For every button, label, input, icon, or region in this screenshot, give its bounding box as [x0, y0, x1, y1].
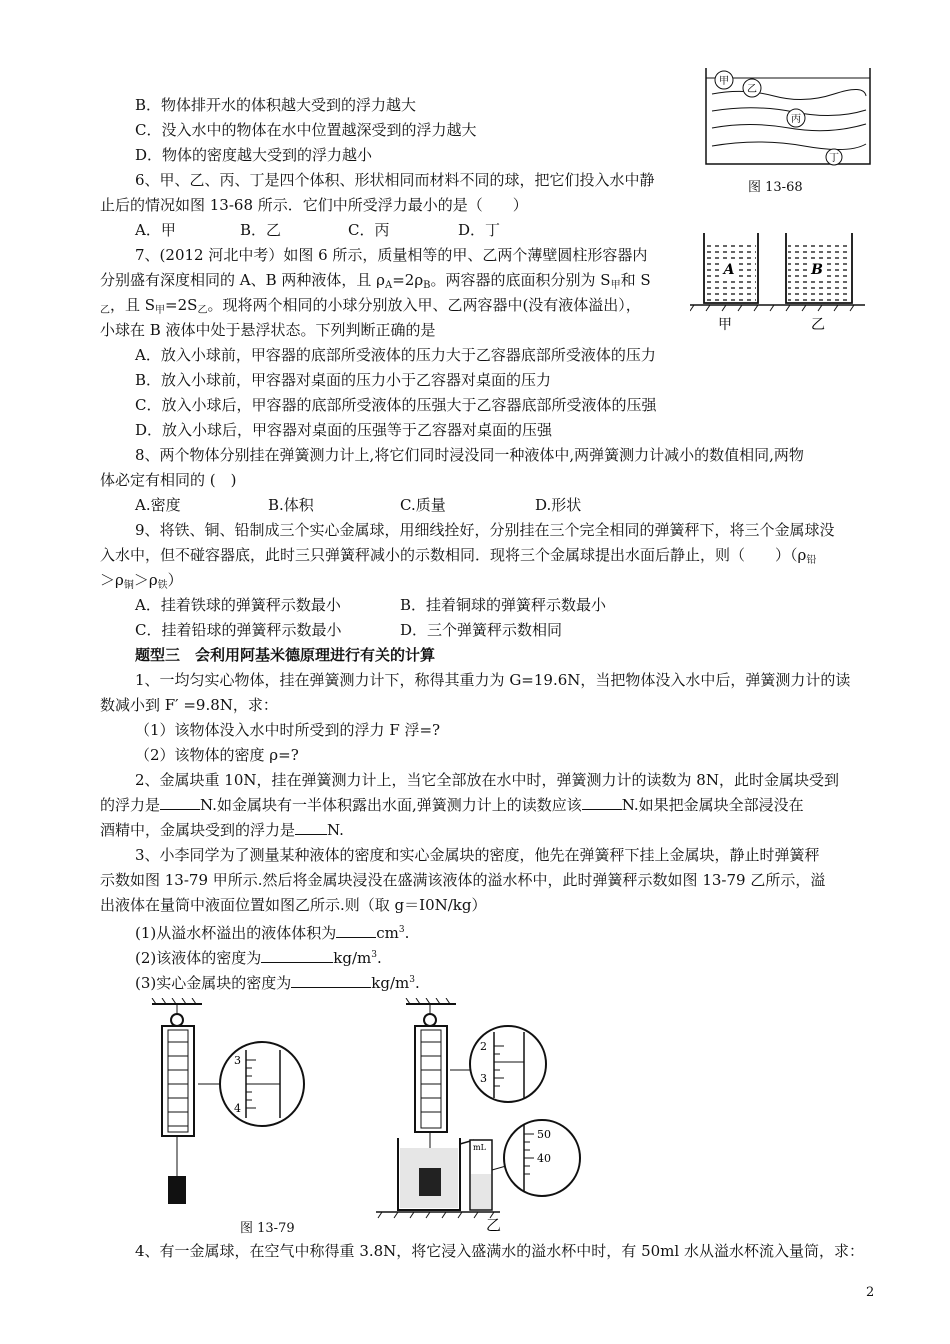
scale-a-tick-4: 4	[234, 1102, 241, 1115]
c3-sub-2: (2)该液体的密度为 $kg/m^3$.	[135, 949, 382, 967]
q9-option-b: B．挂着铜球的弹簧秤示数最小	[400, 596, 607, 614]
q5-option-c: C．没入水中的物体在水中位置越深受到的浮力越大	[135, 121, 477, 139]
q9-line-3: $>\rho_铜>\rho_铁$）	[100, 571, 183, 591]
ball-label-3: 丙	[791, 114, 801, 125]
q9-line-1: 9、将铁、铜、铅制成三个实心金属球，用细线拴好，分别挂在三个完全相同的弹簧秤下，将三个金属球没	[135, 521, 835, 539]
q5-option-d: D．物体的密度越大受到的浮力越小	[135, 146, 373, 164]
section-heading: 题型三 会利用阿基米德原理进行有关的计算	[135, 646, 436, 664]
c3-line-1: 3、小李同学为了测量某种液体的密度和实心金属块的密度，他先在弹簧秤下挂上金属块，静止时弹簧秤	[135, 846, 820, 864]
q9-option-a: A．挂着铁球的弹簧秤示数最小	[135, 596, 341, 614]
cylinder-tick-40: 40	[537, 1152, 551, 1165]
q9-option-c: C．挂着铅球的弹簧秤示数最小	[135, 621, 342, 639]
q8-option-d: D.形状	[535, 496, 582, 514]
ball-label-1: 甲	[719, 76, 729, 87]
figure-13-79-spring-scale-a	[150, 998, 315, 1216]
q7-option-c: C．放入小球后，甲容器的底部所受液体的压强大于乙容器底部所受液体的压强	[135, 396, 657, 414]
c1-line-2: 数减小到 F′ =9.8N，求：	[100, 696, 278, 714]
q8-option-c: C.质量	[400, 496, 446, 514]
cylinder-tick-50: 50	[537, 1128, 551, 1141]
q7-option-b: B．放入小球前，甲容器对桌面的压力小于乙容器对桌面的压力	[135, 371, 552, 389]
q8-line-1: 8、两个物体分别挂在弹簧测力计上,将它们同时浸没同一种液体中,两弹簧测力计减小的数值相同,两物	[135, 446, 804, 464]
c3-line-2: 示数如图 13-79 甲所示.然后将金属块浸没在盛满该液体的溢水杯中，此时弹簧秤示数如图 13-79 乙所示，溢	[100, 871, 826, 889]
q6-option-c: C．丙	[348, 221, 390, 239]
c2-line-1: 2、金属块重 10N，挂在弹簧测力计上，当它全部放在水中时，弹簧测力计的读数为 8N，此时金属块受到	[135, 771, 839, 789]
q6-option-a: A．甲	[135, 221, 176, 239]
c1-sub-1: （1）该物体没入水中时所受到的浮力 F 浮=?	[135, 721, 441, 739]
c3-sub-3: (3)实心金属块的密度为 $kg/m^3$.	[135, 974, 420, 992]
scale-b-tick-2: 2	[480, 1040, 487, 1053]
q7-option-d: D．放入小球后，甲容器对桌面的压强等于乙容器对桌面的压强	[135, 421, 553, 439]
liquid-a-label: A	[723, 262, 735, 278]
ball-label-4: 丁	[829, 153, 839, 164]
figure-b-label: 乙	[486, 1216, 502, 1234]
figure-13-68	[704, 66, 874, 170]
q7-line-3: $_乙$，且 $S_甲=2S_乙$。现将两个相同的小球分别放入甲、乙两容器中(没有液体溢出），	[100, 296, 641, 316]
liquid-b-label: B	[811, 262, 823, 278]
figure-13-79-caption: 图 13-79	[240, 1221, 295, 1236]
q9-option-d: D．三个弹簧秤示数相同	[400, 621, 563, 639]
c2-line-3: 酒精中，金属块受到的浮力是 N.	[100, 821, 344, 839]
container-left-label: 甲	[718, 317, 732, 333]
figure-13-79-spring-scale-b	[372, 998, 597, 1234]
q8-line-2: 体必定有相同的 ( )	[100, 471, 237, 489]
c1-line-1: 1、一均匀实心物体，挂在弹簧测力计下，称得其重力为 G=19.6N，当把物体没入水中后，弹簧测力计的读	[135, 671, 851, 689]
figure-6-containers	[690, 225, 865, 337]
q7-line-4: 小球在 B 液体中处于悬浮状态。下列判断正确的是	[100, 321, 436, 339]
q9-line-2: 入水中，但不碰容器底，此时三只弹簧秤减小的示数相同．现将三个金属球提出水面后静止，则（ ）（$\rho_铅$	[100, 546, 817, 566]
cylinder-unit: mL	[473, 1143, 486, 1152]
c3-line-3: 出液体在量筒中液面位置如图乙所示.则（取 g＝I0N/kg）	[100, 896, 487, 914]
q7-line-1: 7、(2012 河北中考）如图 6 所示，质量相等的甲、乙两个薄壁圆柱形容器内	[135, 246, 648, 264]
c2-line-2: 的浮力是 N.如金属块有一半体积露出水面,弹簧测力计上的读数应该 N.如果把金属块全部浸没在	[100, 796, 804, 814]
c3-sub-1: (1)从溢水杯溢出的液体体积为 $cm^3$.	[135, 924, 410, 942]
c1-sub-2: （2）该物体的密度 ρ=?	[135, 746, 299, 764]
q6-option-d: D．丁	[458, 221, 501, 239]
q8-option-a: A.密度	[135, 496, 181, 514]
q6-option-b: B．乙	[240, 221, 282, 239]
q5-option-b: B．物体排开水的体积越大受到的浮力越大	[135, 96, 417, 114]
scale-a-tick-3: 3	[234, 1054, 241, 1067]
page-number: 2	[866, 1285, 875, 1300]
c4-line-1: 4、有一金属球，在空气中称得重 3.8N，将它浸入盛满水的溢水杯中时，有 50ml 水从溢水杯流入量筒，求：	[135, 1242, 864, 1260]
container-right-label: 乙	[811, 317, 825, 333]
ball-label-2: 乙	[747, 84, 757, 95]
q6-line-2: 止后的情况如图 13-68 所示．它们中所受浮力最小的是（ ）	[100, 196, 528, 214]
q7-line-2: 分别盛有深度相同的 A、B 两种液体，且 $\rho_A=2\rho_B$。两容器的底面积分别为 $S_甲$和 S	[100, 271, 651, 291]
q6-line-1: 6、甲、乙、丙、丁是四个体积、形状相同而材料不同的球，把它们投入水中静	[135, 171, 655, 189]
q8-option-b: B.体积	[268, 496, 314, 514]
q7-option-a: A．放入小球前，甲容器的底部所受液体的压力大于乙容器底部所受液体的压力	[135, 346, 656, 364]
figure-13-68-caption: 图 13-68	[748, 180, 803, 195]
scale-b-tick-3: 3	[480, 1072, 487, 1085]
